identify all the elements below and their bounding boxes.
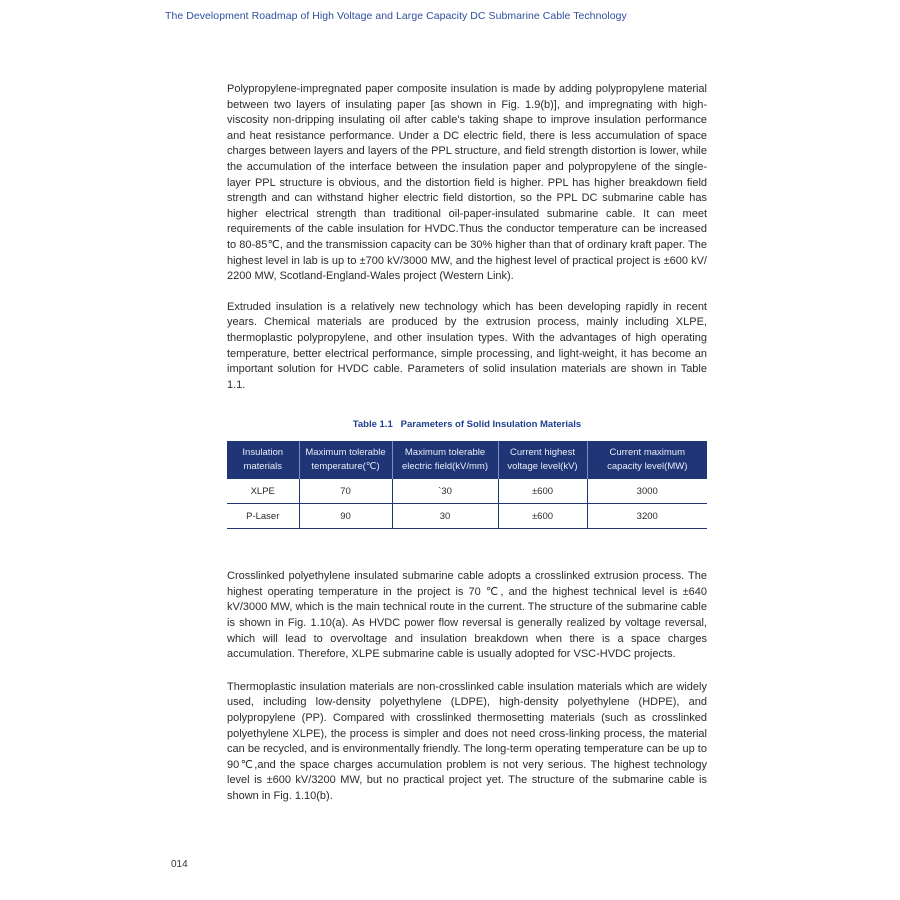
table-row xyxy=(227,504,707,529)
table-row xyxy=(227,479,707,504)
column-header-insulation-materials: Insulation materials xyxy=(227,441,299,479)
table-cell: XLPE xyxy=(227,479,299,504)
table-cell: 30 xyxy=(392,504,498,529)
table-cell: ±600 xyxy=(498,504,587,529)
column-header-max-electric-field: Maximum tolerable electric field(kV/mm) xyxy=(392,441,498,479)
parameters-table xyxy=(227,441,707,529)
page-body xyxy=(227,82,707,805)
column-header-voltage-level: Current highest voltage level(kV) xyxy=(498,441,587,479)
table-caption-number: Table 1.1 xyxy=(352,419,393,431)
paragraph-ppl-insulation: Polypropylene-impregnated paper composite insulation is made by adding polypropylene material between two layers of insulating paper [as shown in Fig. 1.9(b)], and impregnating with high-viscosity non-dripping insulating oil after cable's taking shape to improve insulation performance and heat resistance performance. Under a DC electric field, there is less accumulation of space charges between layers and layers of the PPL structure, and field strength distortion is lower, while the accumulation of the interface between the insulation paper and polypropylene of the single-layer PPL structure is obvious, and the distortion field is higher. PPL has higher breakdown field strength and can withstand higher electric field distortion, so the PPL DC submarine cable has higher electrical strength than traditional oil-paper-insulated submarine cable. It can meet requirements of the cable insulation for HVDC.Thus the conductor temperature can be increased to 80-85℃, and the transmission capacity can be 30% higher than that of ordinary kraft paper. The highest level in lab is up to ±700 kV/3000 MW, and the highest level of practical project is ±600 kV/ 2200 MW, Scotland-England-Wales project (Western Link). xyxy=(227,83,707,283)
column-header-max-temperature: Maximum tolerable temperature(℃) xyxy=(299,441,392,479)
table-cell: 3000 xyxy=(587,479,707,504)
column-header-capacity-level: Current maximum capacity level(MW) xyxy=(587,441,707,479)
running-header: The Development Roadmap of High Voltage and Large Capacity DC Submarine Cable Technology xyxy=(165,10,627,22)
table-caption xyxy=(227,419,707,430)
table-header-row xyxy=(227,441,707,479)
table-cell: ±600 xyxy=(498,479,587,504)
table-cell: `30 xyxy=(392,479,498,504)
table-cell: 90 xyxy=(299,504,392,529)
paragraph-xlpe-cable: Crosslinked polyethylene insulated submarine cable adopts a crosslinked extrusion process. The highest operating temperature in the project is 70 ℃, and the highest technical level is ±640 kV/3000 MW, which is the main technical route in the current. The structure of the submarine cable is shown in Fig. 1.10(a). As HVDC power flow reversal is generally realized by voltage reversal, which will lead to overvoltage and insulation breakdown when there is a space charges accumulation. Therefore, XLPE submarine cable is usually adopted for VSC-HVDC projects. xyxy=(227,570,707,661)
paragraph-extruded-insulation: Extruded insulation is a relatively new technology which has been developing rapidly in recent years. Chemical materials are produced by the extrusion process, mainly including XLPE, thermoplastic polypropylene, and other insulation types. With the advantages of high operating temperature, better electrical performance, simple processing, and light-weight, it has become an important solution for HVDC cable. Parameters of solid insulation materials are shown in Table 1.1. xyxy=(227,300,707,391)
table-cell: P-Laser xyxy=(227,504,299,529)
page-number: 014 xyxy=(171,859,188,870)
table-caption-title: Parameters of Solid Insulation Materials xyxy=(400,419,582,431)
paragraph-thermoplastic-insulation: Thermoplastic insulation materials are non-crosslinked cable insulation materials which are widely used, including low-density polyethylene (LDPE), high-density polyethylene (HDPE), and polypropylene (PP). Compared with crosslinked thermosetting materials (such as crosslinked polyethylene XLPE), the process is simpler and does not need cross-linking process, the material can be recycled, and is environmentally friendly. The long-term operating temperature can be up to 90℃,and the space charges accumulation problem is not very serious. The highest technology level is ±600 kV/3200 MW, but no practical project yet. The structure of the submarine cable is shown in Fig. 1.10(b). xyxy=(227,680,707,802)
table-cell: 3200 xyxy=(587,504,707,529)
table-cell: 70 xyxy=(299,479,392,504)
